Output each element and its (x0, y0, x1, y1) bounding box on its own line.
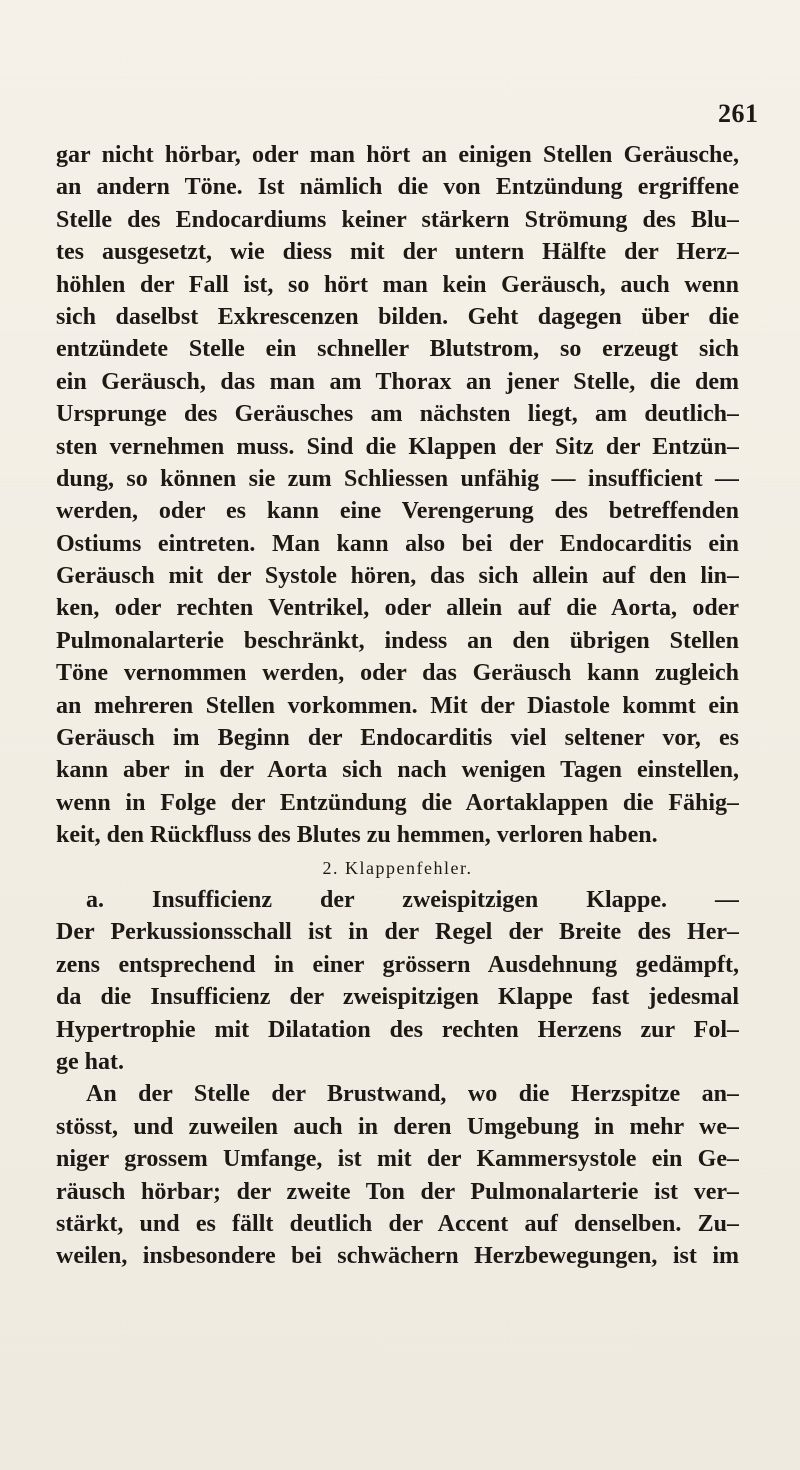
text-line: an andern Töne. Ist nämlich die von Entzündung ergriffene (56, 174, 739, 201)
text-line: stärkt, und es fällt deutlich der Accent auf denselben. Zu– (56, 1210, 739, 1237)
section-heading: 2. Klappenfehler. (322, 857, 473, 878)
text-line: Stelle des Endocardiums keiner stärkern Strömung des Blu– (56, 206, 739, 233)
text-line: ein Geräusch, das man am Thorax an jener Stelle, die dem (56, 368, 739, 395)
text-line: Pulmonalarterie beschränkt, indess an den übrigen Stellen (56, 627, 739, 654)
subsection-heading: a. Insufficienz der zweispitzigen Klappe. — (86, 886, 739, 913)
text-line: gar nicht hörbar, oder man hört an einigen Stellen Geräusche, (56, 142, 739, 168)
body-text (56, 139, 739, 1273)
text-line: weilen, insbesondere bei schwächern Herzbewegungen, ist im (56, 1243, 739, 1270)
text-line: an mehreren Stellen vorkommen. Mit der Diastole kommt ein (56, 692, 739, 719)
text-line: Hypertrophie mit Dilatation des rechten Herzens zur Fol– (56, 1016, 739, 1043)
text-line: Ostiums eintreten. Man kann also bei der Endocarditis ein (56, 530, 739, 557)
page-number: 261 (718, 99, 759, 128)
text-line: Geräusch mit der Systole hören, das sich allein auf den lin– (56, 563, 739, 590)
text-line: Töne vernommen werden, oder das Geräusch kann zugleich (56, 660, 739, 687)
text-line: sich daselbst Exkrescenzen bilden. Geht dagegen über die (56, 303, 739, 330)
text-line: keit, den Rückfluss des Blutes zu hemmen, verloren haben. (56, 822, 658, 849)
text-line: niger grossem Umfange, ist mit der Kammersystole ein Ge– (56, 1146, 739, 1173)
text-line: An der Stelle der Brustwand, wo die Herzspitze an– (86, 1081, 739, 1108)
text-line: tes ausgesetzt, wie diess mit der untern Hälfte der Herz– (56, 239, 739, 266)
text-line: höhlen der Fall ist, so hört man kein Geräusch, auch wenn (56, 271, 739, 298)
text-line: zens entsprechend in einer grössern Ausdehnung gedämpft, (56, 951, 739, 978)
text-line: dung, so können sie zum Schliessen unfähig — insufficient — (56, 465, 739, 492)
text-line: wenn in Folge der Entzündung die Aortaklappen die Fähig– (56, 789, 739, 816)
text-line: entzündete Stelle ein schneller Blutstrom, so erzeugt sich (56, 336, 739, 363)
text-line: werden, oder es kann eine Verengerung des betreffenden (56, 498, 739, 525)
text-line: sten vernehmen muss. Sind die Klappen der Sitz der Entzün– (56, 433, 739, 460)
text-line: ken, oder rechten Ventrikel, oder allein auf die Aorta, oder (56, 595, 739, 622)
text-line: ge hat. (56, 1048, 124, 1075)
text-line: da die Insufficienz der zweispitzigen Klappe fast jedesmal (56, 984, 739, 1011)
text-line: Ursprunge des Geräusches am nächsten liegt, am deutlich– (56, 401, 739, 428)
text-line: Geräusch im Beginn der Endocarditis viel seltener vor, es (56, 725, 739, 752)
text-line: Der Perkussionsschall ist in der Regel der Breite des Her– (56, 919, 739, 946)
text-line: kann aber in der Aorta sich nach wenigen Tagen einstellen, (56, 757, 739, 784)
text-line: stösst, und zuweilen auch in deren Umgebung in mehr we– (56, 1113, 739, 1140)
text-line: räusch hörbar; der zweite Ton der Pulmonalarterie ist ver– (56, 1178, 739, 1205)
